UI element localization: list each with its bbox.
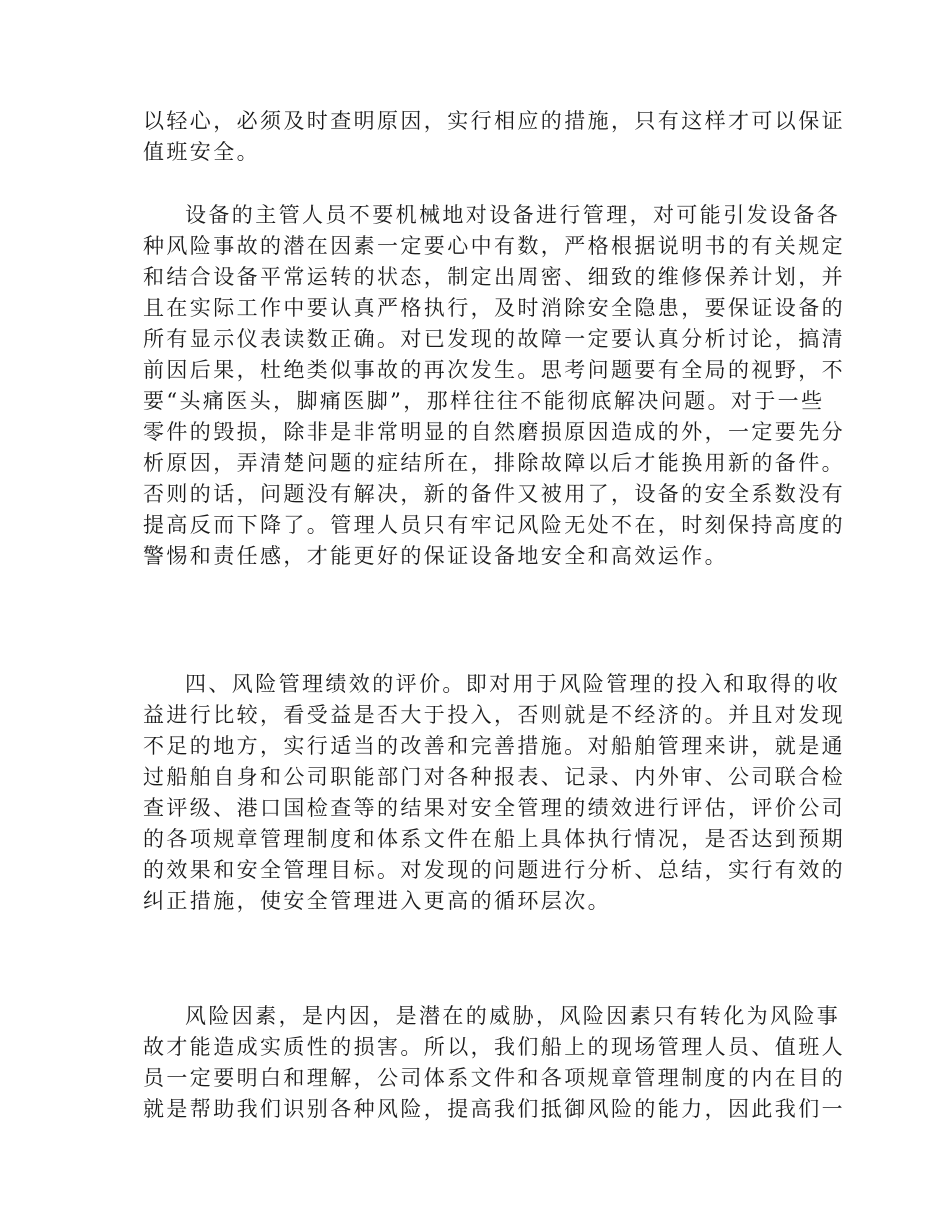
paragraph-line: 零件的毁损，除非是非常明显的自然磨损原因造成的外，一定要先分 (143, 420, 845, 444)
paragraph-line: 四、风险管理绩效的评价。即对用于风险管理的投入和取得的收 (185, 672, 841, 696)
paragraph-line: 所有显示仪表读数正确。对已发现的故障一定要认真分析讨论，搞清 (143, 327, 845, 351)
paragraph-line: 析原因，弄清楚问题的症结所在，排除故障以后才能换用新的备件。 (143, 451, 845, 475)
paragraph-2 (143, 200, 845, 572)
paragraph-line: 风险因素，是内因，是潜在的威胁，风险因素只有转化为风险事 (185, 1004, 841, 1028)
paragraph-line: 警惕和责任感，才能更好的保证设备地安全和高效运作。 (143, 544, 728, 568)
paragraph-line: 种风险事故的潜在因素一定要心中有数，严格根据说明书的有关规定 (143, 234, 845, 258)
paragraph-line: 前因后果，杜绝类似事故的再次发生。思考问题要有全局的视野，不 (143, 358, 845, 382)
paragraph-line: 查评级、港口国检查等的结果对安全管理的绩效进行评估，评价公司 (143, 796, 845, 820)
paragraph-line: 纠正措施，使安全管理进入更高的循环层次。 (143, 889, 611, 913)
paragraph-3 (143, 669, 845, 917)
paragraph-1 (143, 106, 845, 168)
paragraph-line: 要“头痛医头，脚痛医脚”，那样往往不能彻底解决问题。对于一些 (143, 389, 825, 413)
paragraph-line: 故才能造成实质性的损害。所以，我们船上的现场管理人员、值班人 (143, 1035, 845, 1059)
paragraph-line: 值班安全。 (143, 140, 260, 164)
paragraph-line: 以轻心，必须及时查明原因，实行相应的措施，只有这样才可以保证 (143, 109, 845, 133)
paragraph-line: 的效果和安全管理目标。对发现的问题进行分析、总结，实行有效的 (143, 858, 845, 882)
paragraph-line: 且在实际工作中要认真严格执行，及时消除安全隐患，要保证设备的 (143, 296, 845, 320)
paragraph-line: 员一定要明白和理解，公司体系文件和各项规章管理制度的内在目的 (143, 1066, 845, 1090)
paragraph-line: 益进行比较，看受益是否大于投入，否则就是不经济的。并且对发现 (143, 703, 845, 727)
paragraph-line: 不足的地方，实行适当的改善和完善措施。对船舶管理来讲，就是通 (143, 734, 845, 758)
paragraph-line: 提高反而下降了。管理人员只有牢记风险无处不在，时刻保持高度的 (143, 513, 845, 537)
paragraph-line: 否则的话，问题没有解决，新的备件又被用了，设备的安全系数没有 (143, 482, 845, 506)
paragraph-line: 就是帮助我们识别各种风险，提高我们抵御风险的能力，因此我们一 (143, 1097, 845, 1121)
paragraph-line: 过船舶自身和公司职能部门对各种报表、记录、内外审、公司联合检 (143, 765, 845, 789)
paragraph-line: 的各项规章管理制度和体系文件在船上具体执行情况，是否达到预期 (143, 827, 845, 851)
paragraph-line: 和结合设备平常运转的状态，制定出周密、细致的维修保养计划，并 (143, 265, 845, 289)
paragraph-line: 设备的主管人员不要机械地对设备进行管理，对可能引发设备各 (185, 203, 841, 227)
paragraph-4 (143, 1001, 845, 1125)
